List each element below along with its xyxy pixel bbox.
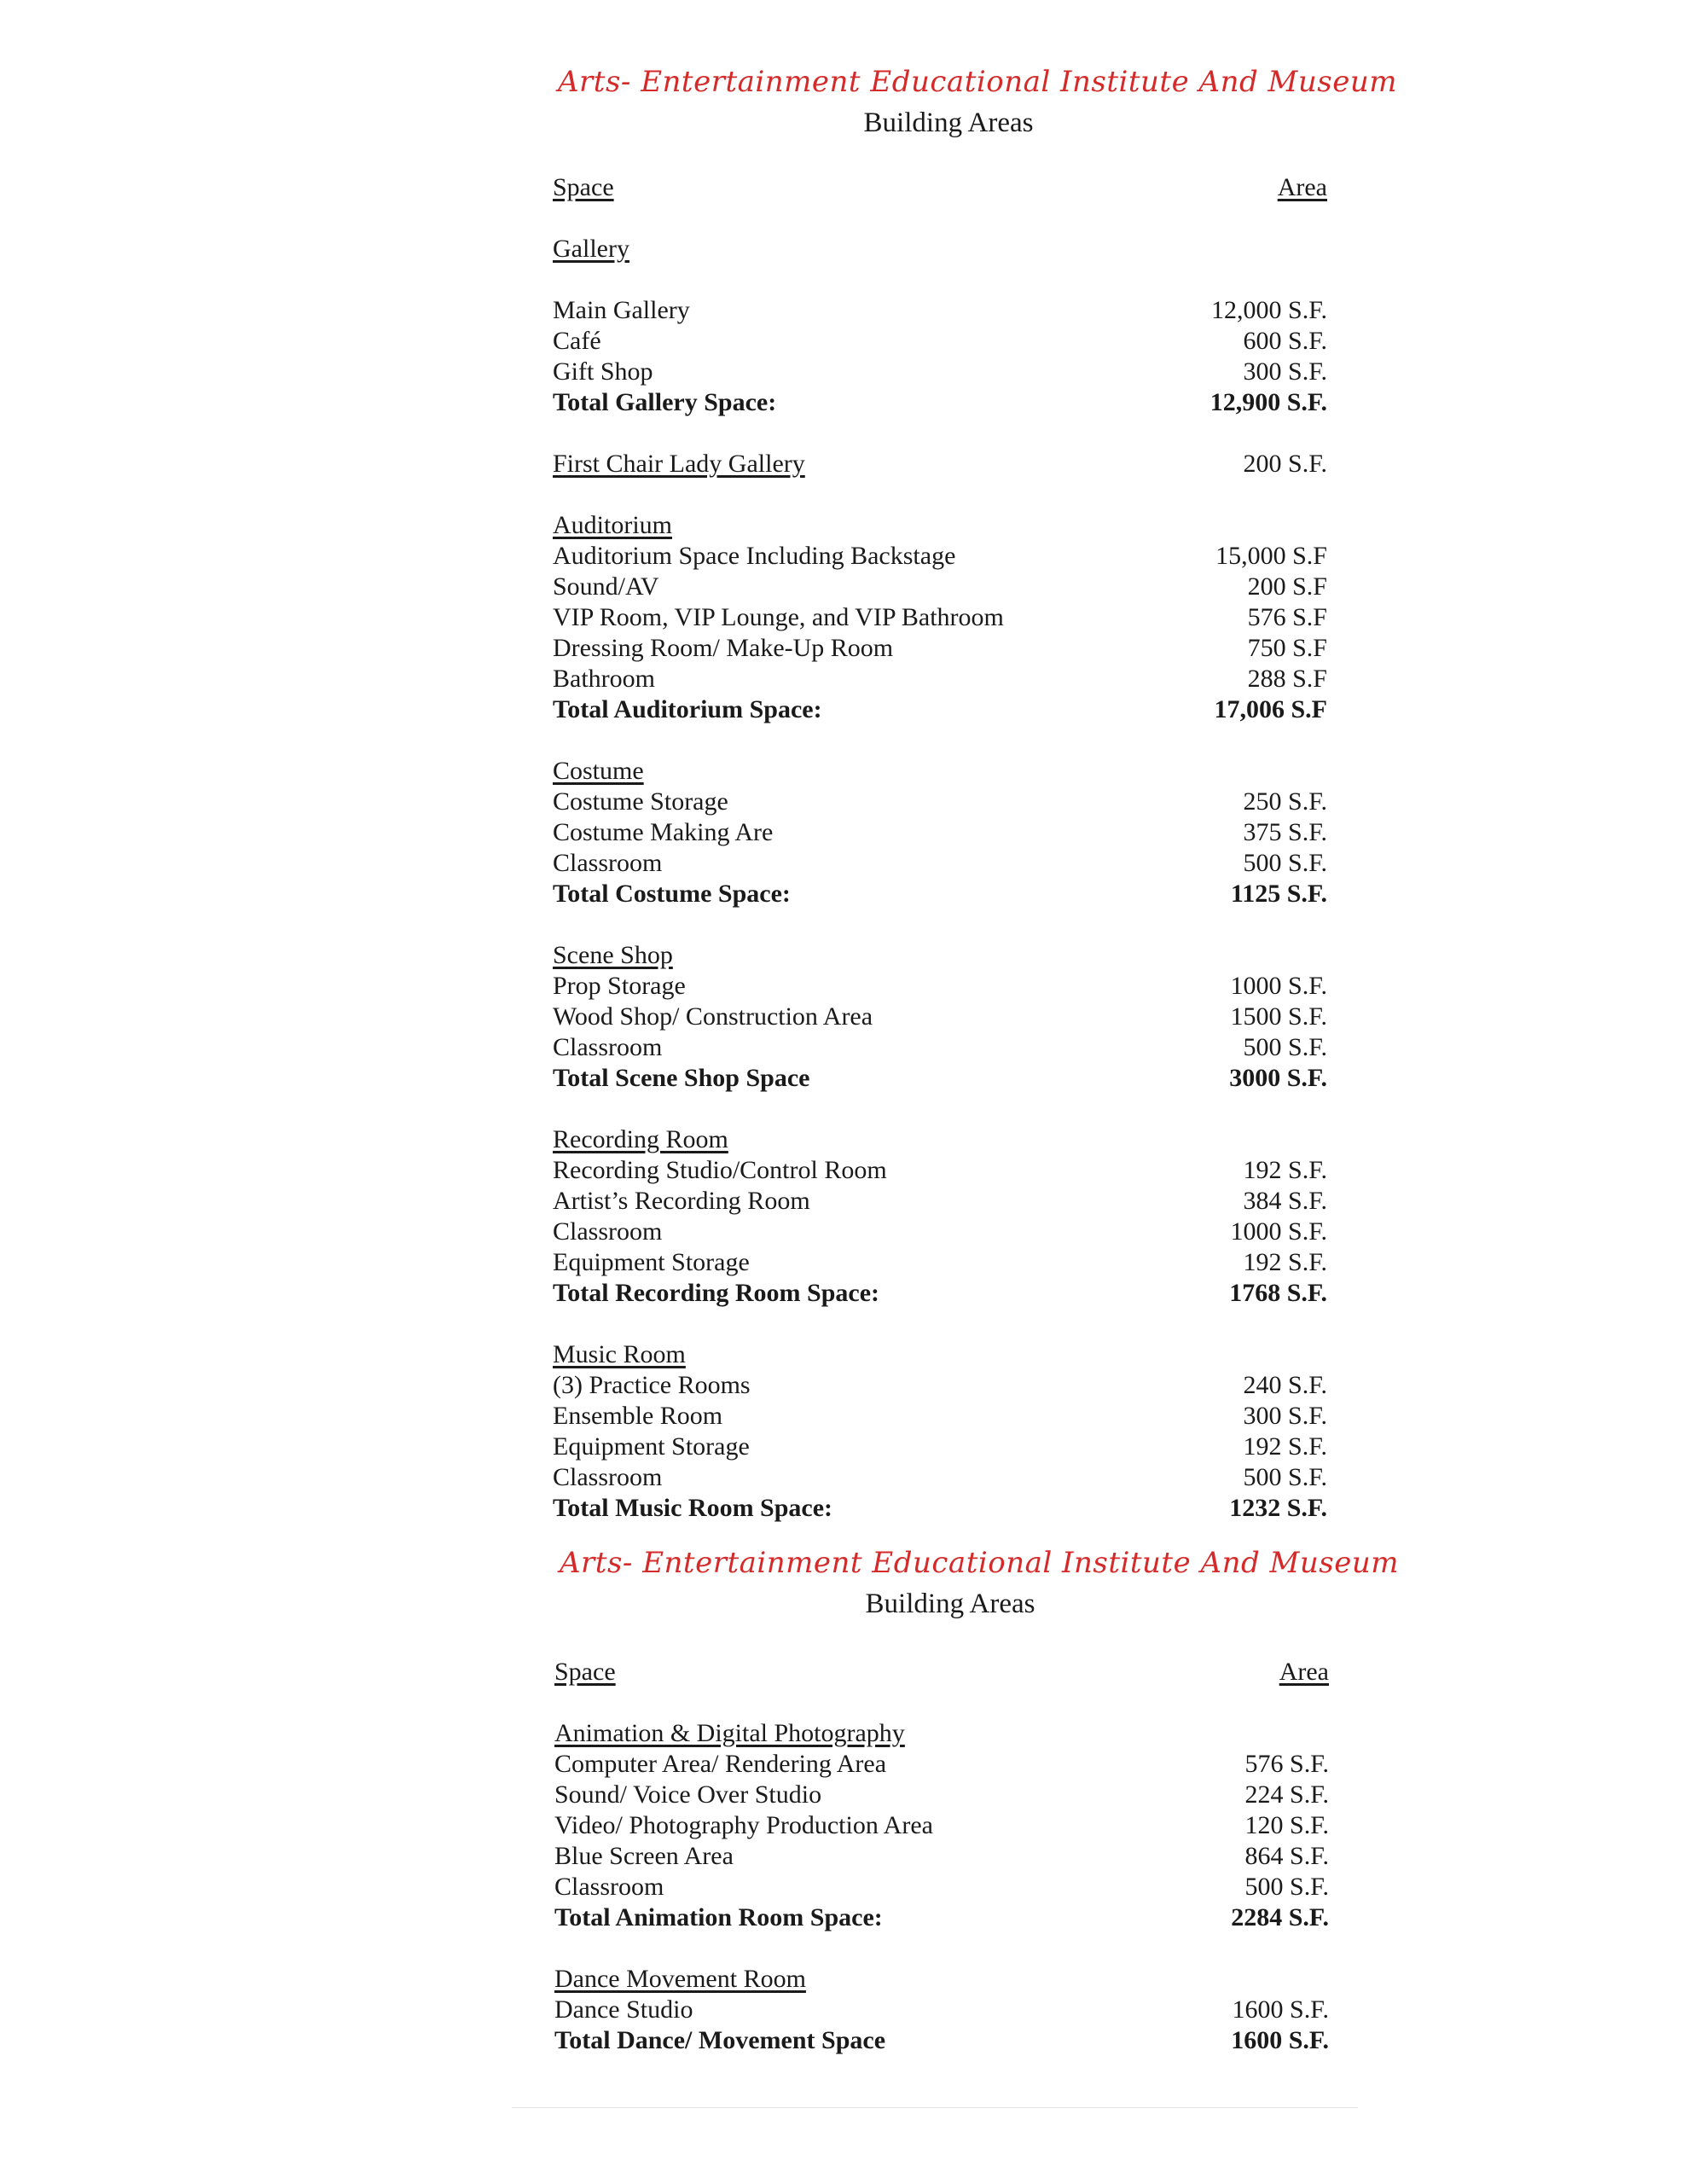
space-column-header: Space <box>554 1658 616 1686</box>
area-value: 192 S.F. <box>1243 1156 1327 1184</box>
space-name: VIP Room, VIP Lounge, and VIP Bathroom <box>553 603 1004 631</box>
area-value: 288 S.F <box>1247 665 1327 693</box>
area-column-header: Area <box>1279 1658 1329 1686</box>
area-value: 500 S.F. <box>1243 1463 1327 1491</box>
table-row <box>553 541 1327 572</box>
section-heading: Gallery <box>553 235 629 263</box>
table-row <box>553 1217 1327 1247</box>
table-row <box>553 326 1327 357</box>
area-value: 576 S.F. <box>1244 1750 1329 1778</box>
table-row <box>553 1370 1327 1401</box>
total-row <box>553 387 1327 418</box>
total-value: 12,900 S.F. <box>1209 388 1327 416</box>
area-value: 300 S.F. <box>1243 357 1327 386</box>
space-name: Blue Screen Area <box>554 1842 734 1870</box>
space-name: Recording Studio/Control Room <box>553 1156 887 1184</box>
column-header-row <box>554 1657 1329 1687</box>
area-column-header: Area <box>1277 173 1327 201</box>
space-name: Prop Storage <box>553 972 686 1000</box>
table-row <box>553 664 1327 694</box>
space-name: Costume Storage <box>553 787 728 816</box>
document-subtitle: Building Areas <box>863 107 1034 138</box>
total-label: Total Gallery Space: <box>553 388 777 416</box>
document-subtitle: Building Areas <box>865 1589 1035 1619</box>
area-value: 15,000 S.F <box>1215 542 1327 570</box>
section-heading: Music Room <box>553 1340 686 1368</box>
area-value: 1000 S.F. <box>1230 972 1327 1000</box>
section-heading: First Chair Lady Gallery <box>553 450 805 478</box>
total-value: 1600 S.F. <box>1231 2026 1329 2054</box>
table-row <box>553 817 1327 848</box>
table-row <box>553 357 1327 387</box>
space-column-header: Space <box>553 173 614 201</box>
area-value: 192 S.F. <box>1243 1248 1327 1276</box>
total-value: 1232 S.F. <box>1229 1494 1327 1522</box>
total-row <box>553 1493 1327 1524</box>
table-row <box>553 572 1327 602</box>
space-name: Classroom <box>553 1217 663 1246</box>
area-value: 1000 S.F. <box>1230 1217 1327 1246</box>
space-name: Computer Area/ Rendering Area <box>554 1750 887 1778</box>
total-row <box>554 2025 1329 2056</box>
recording-room-section <box>553 1124 1327 1309</box>
space-name: Main Gallery <box>553 296 690 324</box>
table-row <box>554 1810 1329 1841</box>
total-value: 2284 S.F. <box>1231 1903 1329 1931</box>
table-row <box>553 295 1327 326</box>
space-name: (3) Practice Rooms <box>553 1371 751 1399</box>
section-heading: Dance Movement Room <box>554 1965 806 1993</box>
document-page-1 <box>553 61 1397 1524</box>
space-name: Auditorium Space Including Backstage <box>553 542 956 570</box>
table-row <box>554 1841 1329 1872</box>
area-value: 200 S.F <box>1247 572 1327 601</box>
first-chair-section <box>553 449 1327 479</box>
page-divider <box>512 2107 1358 2108</box>
area-value: 240 S.F. <box>1243 1371 1327 1399</box>
total-label: Total Scene Shop Space <box>553 1064 810 1092</box>
space-name: Café <box>553 327 601 355</box>
space-name: Dressing Room/ Make-Up Room <box>553 634 894 662</box>
total-value: 1125 S.F. <box>1230 880 1327 908</box>
total-label: Total Dance/ Movement Space <box>554 2026 886 2054</box>
area-value: 500 S.F. <box>1243 1033 1327 1061</box>
total-value: 17,006 S.F <box>1214 695 1327 723</box>
area-value: 864 S.F. <box>1244 1842 1329 1870</box>
total-label: Total Auditorium Space: <box>553 695 822 723</box>
space-name: Classroom <box>553 1463 663 1491</box>
area-value: 375 S.F. <box>1243 818 1327 846</box>
table-row <box>553 1002 1327 1032</box>
table-row <box>553 1155 1327 1186</box>
area-value: 224 S.F. <box>1244 1780 1329 1809</box>
table-row <box>553 848 1327 879</box>
space-name: Equipment Storage <box>553 1432 750 1461</box>
auditorium-section <box>553 510 1327 725</box>
area-value: 500 S.F. <box>1244 1873 1329 1901</box>
area-value: 384 S.F. <box>1243 1187 1327 1215</box>
document-title: Arts- Entertainment Educational Institute And Museum <box>560 1546 1399 1580</box>
gallery-section <box>553 234 1327 418</box>
table-row <box>553 787 1327 817</box>
space-name: Costume Making Are <box>553 818 774 846</box>
area-value: 576 S.F <box>1247 603 1327 631</box>
space-name: Classroom <box>553 849 663 877</box>
space-name: Sound/AV <box>553 572 659 601</box>
total-value: 3000 S.F. <box>1229 1064 1327 1092</box>
space-name: Artist’s Recording Room <box>553 1187 810 1215</box>
space-name: Wood Shop/ Construction Area <box>553 1002 873 1031</box>
total-label: Total Recording Room Space: <box>553 1279 880 1307</box>
table-row <box>553 1247 1327 1278</box>
area-value: 12,000 S.F. <box>1211 296 1327 324</box>
animation-section <box>554 1718 1329 1933</box>
section-heading: Recording Room <box>553 1125 728 1153</box>
total-row <box>553 1063 1327 1094</box>
total-row <box>553 694 1327 725</box>
area-value: 120 S.F. <box>1244 1811 1329 1839</box>
table-row <box>553 602 1327 633</box>
table-row <box>553 1032 1327 1063</box>
space-name: Video/ Photography Production Area <box>554 1811 933 1839</box>
area-value: 750 S.F <box>1247 634 1327 662</box>
area-value: 500 S.F. <box>1243 849 1327 877</box>
table-row <box>553 1401 1327 1432</box>
table-row <box>553 449 1327 479</box>
space-name: Equipment Storage <box>553 1248 750 1276</box>
table-row <box>553 1462 1327 1493</box>
total-label: Total Music Room Space: <box>553 1494 833 1522</box>
total-label: Total Costume Space: <box>553 880 791 908</box>
section-heading: Auditorium <box>553 511 672 539</box>
table-row <box>553 1186 1327 1217</box>
table-row <box>554 1780 1329 1810</box>
space-name: Ensemble Room <box>553 1402 723 1430</box>
document-page-2 <box>554 1542 1399 2056</box>
area-value: 1500 S.F. <box>1230 1002 1327 1031</box>
total-value: 1768 S.F. <box>1229 1279 1327 1307</box>
costume-section <box>553 756 1327 909</box>
area-value: 1600 S.F. <box>1232 1995 1329 2024</box>
music-room-section <box>553 1339 1327 1524</box>
area-value: 250 S.F. <box>1243 787 1327 816</box>
section-heading: Animation & Digital Photography <box>554 1719 905 1747</box>
space-name: Sound/ Voice Over Studio <box>554 1780 822 1809</box>
column-header-row <box>553 172 1327 203</box>
space-name: Bathroom <box>553 665 655 693</box>
table-row <box>554 1995 1329 2025</box>
table-row <box>553 1432 1327 1462</box>
area-value: 600 S.F. <box>1243 327 1327 355</box>
area-value: 300 S.F. <box>1243 1402 1327 1430</box>
space-name: Classroom <box>554 1873 664 1901</box>
area-value: 192 S.F. <box>1243 1432 1327 1461</box>
total-row <box>554 1902 1329 1933</box>
scene-shop-section <box>553 940 1327 1094</box>
document-title: Arts- Entertainment Educational Institute And Museum <box>558 65 1397 99</box>
table-row <box>553 633 1327 664</box>
total-row <box>553 879 1327 909</box>
section-heading: Costume <box>553 757 644 785</box>
table-row <box>554 1872 1329 1902</box>
space-name: Classroom <box>553 1033 663 1061</box>
table-row <box>554 1749 1329 1780</box>
space-name: Gift Shop <box>553 357 653 386</box>
total-label: Total Animation Room Space: <box>554 1903 883 1931</box>
dance-section <box>554 1964 1329 2056</box>
total-row <box>553 1278 1327 1309</box>
space-name: Dance Studio <box>554 1995 693 2024</box>
table-row <box>553 971 1327 1002</box>
section-heading: Scene Shop <box>553 941 673 969</box>
area-value: 200 S.F. <box>1243 450 1327 478</box>
